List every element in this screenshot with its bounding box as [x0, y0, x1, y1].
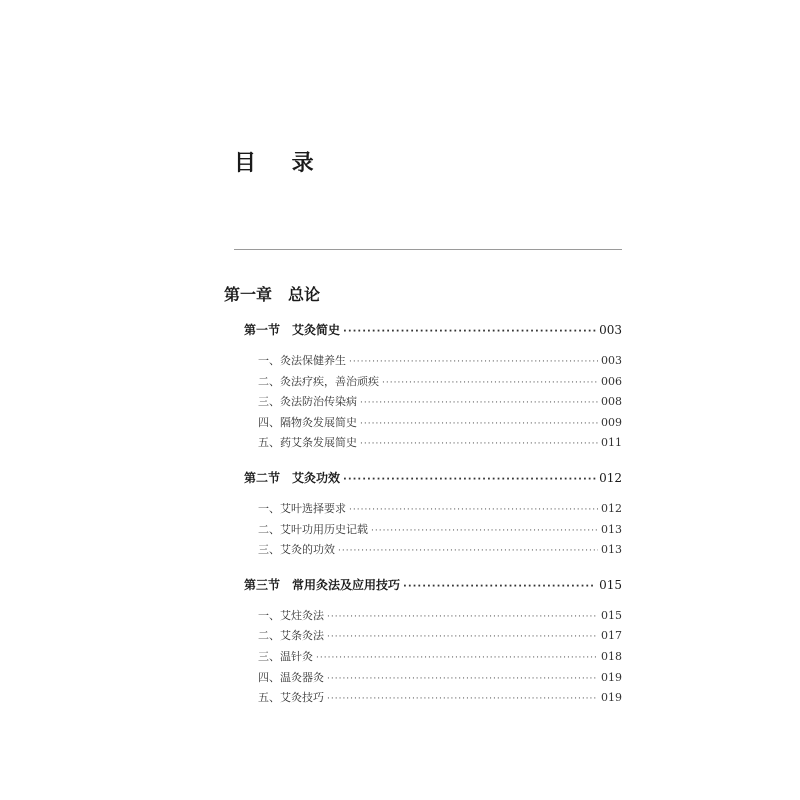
toc-entry[interactable]: [258, 626, 622, 647]
toc-entry[interactable]: [258, 647, 622, 668]
entry-label: 二、艾条灸法: [258, 629, 324, 643]
entry-label: 二、艾叶功用历史记载: [258, 522, 368, 536]
toc-entry[interactable]: [258, 413, 622, 434]
dot-leader: [371, 521, 598, 542]
dot-leader: [360, 414, 598, 435]
entry-page-number: 009: [601, 415, 622, 429]
dot-leader: [382, 373, 598, 394]
dot-leader: [343, 470, 596, 490]
entry-label: 五、药艾条发展简史: [258, 436, 357, 450]
dot-leader: [316, 648, 598, 669]
entry-label: 三、灸法防治传染病: [258, 395, 357, 409]
entry-page-number: 012: [601, 501, 622, 515]
toc-entry[interactable]: [258, 520, 622, 541]
dot-leader: [327, 627, 598, 648]
entry-page-number: 008: [601, 395, 622, 409]
table-of-contents: [224, 283, 624, 723]
entry-label: 四、温灸器灸: [258, 670, 324, 684]
toc-entry[interactable]: [258, 540, 622, 561]
section-page-number: 012: [599, 470, 622, 485]
dot-leader: [343, 322, 596, 342]
dot-leader: [360, 393, 598, 414]
toc-entry[interactable]: [258, 433, 622, 454]
toc-entry[interactable]: [258, 351, 622, 372]
entry-page-number: 003: [601, 354, 622, 367]
toc-entry[interactable]: [258, 606, 622, 627]
dot-leader: [403, 577, 596, 597]
toc-section: [224, 468, 624, 561]
entry-label: 二、灸法疗疾，善治顽疾: [258, 374, 379, 388]
title-divider: [234, 249, 622, 250]
entry-page-number: 011: [601, 436, 622, 450]
entry-page-number: 019: [601, 670, 622, 684]
entry-label: 一、艾炷灸法: [258, 608, 324, 622]
entry-page-number: 015: [601, 608, 622, 622]
entry-label: 三、艾灸的功效: [258, 543, 335, 557]
dot-leader: [338, 541, 598, 562]
toc-section-heading[interactable]: [244, 320, 622, 340]
section-label: 第一节 艾灸简史: [244, 323, 341, 337]
section-label: 第二节 艾灸功效: [244, 470, 341, 485]
dot-leader: [327, 669, 598, 690]
toc-entry[interactable]: [258, 499, 622, 520]
entry-label: 一、灸法保健养生: [258, 354, 346, 367]
section-page-number: 003: [599, 323, 622, 337]
entry-page-number: 017: [601, 629, 622, 643]
toc-section: [224, 575, 624, 709]
dot-leader: [327, 607, 598, 628]
toc-entry[interactable]: [258, 668, 622, 689]
page-title: 目 录: [234, 150, 328, 176]
toc-section-heading[interactable]: [244, 575, 622, 595]
toc-entry[interactable]: [258, 392, 622, 413]
entry-label: 五、艾灸技巧: [258, 691, 324, 705]
dot-leader: [349, 352, 598, 373]
section-label: 第三节 常用灸法及应用技巧: [244, 577, 401, 592]
entry-page-number: 013: [601, 543, 622, 557]
section-page-number: 015: [599, 577, 622, 592]
toc-section-heading[interactable]: [244, 468, 622, 488]
entry-page-number: 013: [601, 522, 622, 536]
toc-entry[interactable]: [258, 688, 622, 709]
chapter-title: 第一章 总论: [224, 285, 321, 304]
entry-label: 四、隔物灸发展简史: [258, 415, 357, 429]
dot-leader: [327, 689, 598, 710]
dot-leader: [360, 434, 598, 455]
entry-label: 一、艾叶选择要求: [258, 501, 346, 515]
entry-page-number: 006: [601, 374, 622, 388]
toc-section: [224, 320, 624, 454]
toc-entry[interactable]: [258, 372, 622, 393]
entry-label: 三、温针灸: [258, 649, 313, 663]
entry-page-number: 019: [601, 691, 622, 705]
dot-leader: [349, 500, 598, 521]
entry-page-number: 018: [601, 649, 622, 663]
